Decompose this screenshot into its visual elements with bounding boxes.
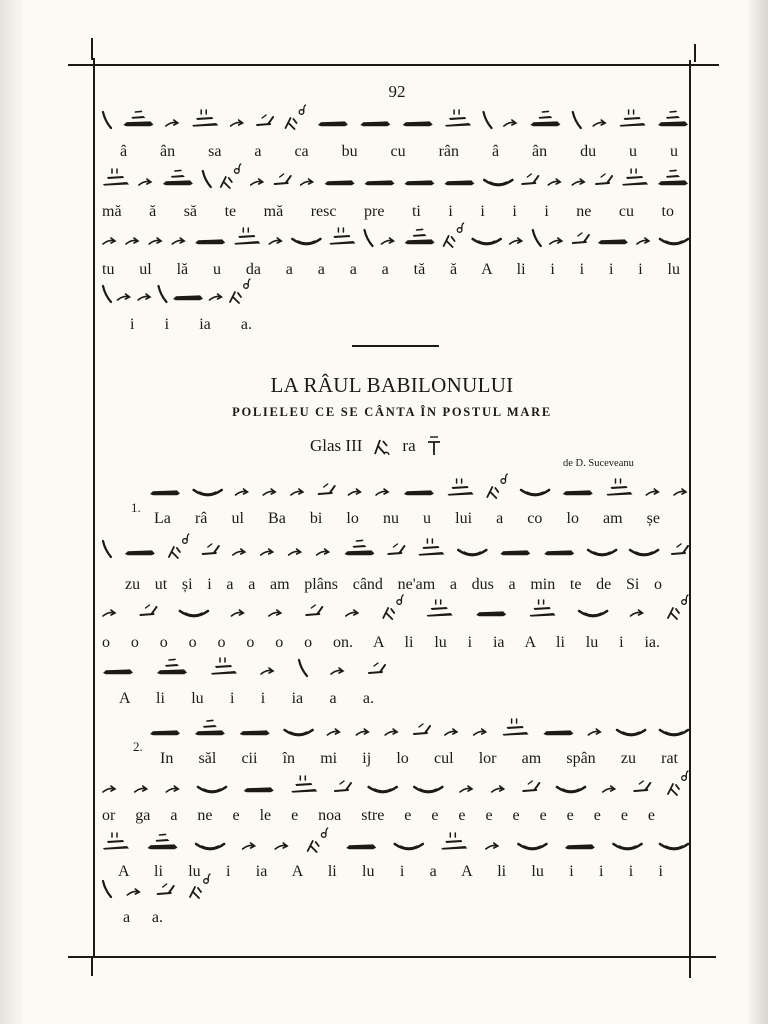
neume-mark <box>141 605 157 615</box>
neume-mark <box>331 668 343 674</box>
neume-mark <box>503 719 529 736</box>
neume-mark <box>603 786 615 792</box>
neume-mark <box>404 180 434 185</box>
lyric-line: a a. <box>123 909 163 926</box>
lyric-line: mă ă să te mă resc pre ti i i i i ne cu to <box>102 203 674 220</box>
neume-mark <box>572 179 584 185</box>
neume-mark <box>286 105 306 129</box>
neume-mark <box>231 610 243 616</box>
neume-mark <box>158 884 174 894</box>
neume-mark <box>598 239 628 244</box>
neume-mark <box>486 843 498 849</box>
neume-mark <box>382 238 394 244</box>
glas-label: Glas III <box>310 436 363 455</box>
neume-mark <box>631 610 643 616</box>
neume-mark <box>173 295 203 300</box>
frame-bottom-rule <box>68 956 716 958</box>
frame-left-tick-top <box>91 38 93 60</box>
neume-mark <box>163 170 193 185</box>
neume-mark <box>194 490 222 495</box>
neume-mark <box>291 489 303 495</box>
neume-mark <box>166 786 178 792</box>
neume-mark <box>135 786 147 792</box>
neume-mark <box>492 786 504 792</box>
neume-mark <box>292 239 320 244</box>
neume-mark <box>329 228 355 245</box>
neume-mark <box>530 111 560 126</box>
neume-mark <box>518 844 546 849</box>
neume-mark <box>593 120 605 126</box>
neume-mark <box>403 121 433 126</box>
frame-right-rule <box>689 60 691 958</box>
neume-mark <box>573 233 589 243</box>
neume-mark <box>445 110 471 127</box>
neume-row <box>150 719 688 736</box>
neume-mark <box>484 112 492 128</box>
neume-mark <box>646 489 658 495</box>
neume-mark <box>291 776 317 793</box>
neume-mark <box>523 781 539 791</box>
neume-mark <box>521 490 549 495</box>
neume-mark <box>251 179 263 185</box>
neume-mark <box>244 787 274 792</box>
neume-row <box>103 105 688 129</box>
neume-mark <box>289 549 301 555</box>
neume-mark <box>240 730 270 735</box>
neume-mark <box>166 120 178 126</box>
composer-credit: de D. Suceveanu <box>563 458 634 469</box>
neume-mark <box>275 843 287 849</box>
lyric-line: i i ia a. <box>130 316 252 333</box>
lyric-line: zu ut și i a a am plâns când ne'am a dus a min te de Si o <box>125 576 662 593</box>
neume-mark <box>634 781 650 791</box>
neume-mark <box>346 610 358 616</box>
neume-mark <box>565 844 595 849</box>
neume-mark <box>427 600 453 617</box>
frame-left-tick-bottom <box>91 958 93 976</box>
neume-mark <box>530 600 556 617</box>
neume-mark <box>668 771 688 795</box>
neume-mark <box>148 834 178 849</box>
neume-mark <box>103 238 115 244</box>
neume-mark <box>476 611 506 616</box>
glas-martyria-text: ra <box>402 436 416 455</box>
neume-mark <box>211 658 237 675</box>
neume-mark <box>261 668 273 674</box>
neume-mark <box>448 479 474 496</box>
neume-mark <box>103 669 133 674</box>
neume-mark <box>318 121 348 126</box>
neume-mark <box>301 179 313 185</box>
neume-mark <box>203 171 211 187</box>
neume-mark <box>674 489 686 495</box>
neume-mark <box>484 180 512 185</box>
neume-mark <box>169 534 189 558</box>
neume-mark <box>365 180 395 185</box>
neume-mark <box>139 179 151 185</box>
neume-mark <box>327 729 339 735</box>
hymn-title: LA RÂUL BABILONULUI <box>270 373 514 397</box>
neume-mark <box>150 490 180 495</box>
neume-mark <box>198 787 226 792</box>
neume-mark <box>504 120 516 126</box>
neume-mark <box>317 549 329 555</box>
verse-number: 1. <box>131 500 141 515</box>
neume-mark <box>257 115 273 125</box>
neume-mark <box>150 730 180 735</box>
lyric-line: o o o o o o o o on. A li lu i ia A li lu i ia. <box>102 634 660 651</box>
neume-mark <box>360 121 390 126</box>
neume-row <box>103 223 688 247</box>
neume-mark <box>230 279 250 303</box>
neume-row <box>103 534 688 558</box>
neume-mark <box>180 611 208 616</box>
neume-mark <box>395 844 423 849</box>
neume-mark <box>637 238 649 244</box>
page-number: 92 <box>388 82 406 101</box>
neume-mark <box>263 489 275 495</box>
neume-mark <box>544 550 574 555</box>
neume-mark <box>543 730 573 735</box>
martyria-icon <box>372 434 392 458</box>
neume-mark <box>533 230 541 246</box>
neume-mark <box>103 833 129 850</box>
neume-mark <box>172 238 184 244</box>
neume-mark <box>444 223 464 247</box>
neume-mark <box>125 550 155 555</box>
neume-mark <box>103 169 129 186</box>
neume-mark <box>617 730 645 735</box>
neume-mark <box>356 729 368 735</box>
neume-mark <box>103 610 115 616</box>
neume-mark <box>404 490 434 495</box>
neume-mark <box>579 611 607 616</box>
neume-mark <box>123 111 153 126</box>
neume-mark <box>672 544 688 554</box>
neume-mark <box>376 489 388 495</box>
neume-mark <box>127 889 139 895</box>
neume-mark <box>261 549 273 555</box>
neume-mark <box>126 238 138 244</box>
frame-right-tick-top <box>694 44 696 62</box>
neume-mark <box>285 730 313 735</box>
neume-mark <box>557 787 585 792</box>
neume-mark <box>159 286 167 302</box>
neume-row <box>103 658 385 676</box>
neume-row <box>103 771 688 795</box>
neume-mark <box>138 294 150 300</box>
neume-row <box>103 279 250 303</box>
neume-mark <box>548 179 560 185</box>
neume-mark <box>658 170 688 185</box>
neume-mark <box>563 490 593 495</box>
neume-mark <box>269 610 281 616</box>
neume-mark <box>203 544 219 554</box>
neume-mark <box>660 844 688 849</box>
hymn-subtitle: POLIELEU CE SE CÂNTA ÎN POSTUL MARE <box>232 405 552 419</box>
neume-mark <box>660 239 688 244</box>
neume-mark <box>308 828 328 852</box>
neume-mark <box>414 787 442 792</box>
lyric-line: or ga a ne e le e noa stre e e e e e e e e e e <box>102 807 655 824</box>
neume-mark <box>345 540 375 555</box>
neume-mark <box>157 659 187 674</box>
neume-mark <box>460 786 472 792</box>
neume-mark <box>607 479 633 496</box>
page-margin-shadow-right <box>748 0 768 1024</box>
frame-top-rule <box>68 64 719 66</box>
neume-mark <box>275 174 291 184</box>
neume-mark <box>388 544 404 554</box>
neume-mark <box>195 720 225 735</box>
neume-mark <box>231 120 243 126</box>
frame-right-tick-bottom <box>689 958 691 978</box>
neume-mark <box>614 844 642 849</box>
neume-mark <box>234 228 260 245</box>
neume-mark <box>385 729 397 735</box>
neume-mark <box>573 112 581 128</box>
neume-mark <box>444 180 474 185</box>
neume-mark <box>269 238 281 244</box>
neume-mark <box>405 229 435 244</box>
neume-mark <box>319 484 335 494</box>
neume-row <box>103 595 688 619</box>
glas-line <box>310 434 442 458</box>
neume-mark <box>383 595 403 619</box>
lyric-line: A li lu i ia A li lu i a A li lu i i i i <box>118 863 663 880</box>
neume-mark <box>588 550 616 555</box>
neume-mark <box>118 294 130 300</box>
neume-mark <box>622 169 648 186</box>
neume-mark <box>103 286 111 302</box>
verse-number: 2. <box>133 739 143 754</box>
neume-mark <box>196 844 224 849</box>
neume-mark <box>596 174 612 184</box>
lyric-line: A li lu i i ia a a. <box>119 690 374 707</box>
neume-mark <box>346 844 376 849</box>
neume-mark <box>195 239 225 244</box>
neume-mark <box>369 663 385 673</box>
neume-mark <box>414 724 430 734</box>
neume-mark <box>221 164 241 188</box>
neume-mark <box>658 111 688 126</box>
neume-mark <box>474 729 486 735</box>
neume-mark <box>348 489 360 495</box>
neume-mark <box>630 550 658 555</box>
lyric-line: In săl cii în mi ij lo cul lor am spân zu rat <box>160 750 678 767</box>
neume-mark <box>299 660 307 676</box>
fthora-icon <box>426 434 442 458</box>
neume-row <box>150 474 686 498</box>
neume-mark <box>236 489 248 495</box>
lyric-line: tu ul lă u da a a a a tă ă A li i i i i lu <box>102 261 680 278</box>
neume-mark <box>668 595 688 619</box>
neume-mark <box>306 605 322 615</box>
neume-mark <box>103 786 115 792</box>
page-margin-shadow-left <box>0 0 22 1024</box>
neume-mark <box>243 843 255 849</box>
neume-mark <box>210 294 222 300</box>
neume-mark <box>473 239 501 244</box>
section-divider <box>352 345 439 347</box>
neume-mark <box>335 781 351 791</box>
lyric-line: â ân sa a ca bu cu rân â ân du u u <box>120 143 678 160</box>
neume-mark <box>103 881 111 897</box>
neume-mark <box>325 180 355 185</box>
neume-mark <box>365 230 373 246</box>
neume-mark <box>487 474 507 498</box>
neume-mark <box>445 729 457 735</box>
neume-mark <box>522 174 538 184</box>
neume-mark <box>103 112 111 128</box>
neume-mark <box>510 238 522 244</box>
neume-mark <box>500 550 530 555</box>
neume-mark <box>620 110 646 127</box>
neume-row <box>103 164 688 188</box>
frame-left-rule <box>93 58 95 958</box>
neume-mark <box>369 787 397 792</box>
neume-mark <box>192 110 218 127</box>
neume-mark <box>458 550 486 555</box>
neume-mark <box>550 238 562 244</box>
lyric-line: La râ ul Ba bi lo nu u lui a co lo am șe <box>154 510 660 527</box>
neume-mark <box>660 730 688 735</box>
neume-mark <box>233 549 245 555</box>
neume-mark <box>588 729 600 735</box>
neume-mark <box>149 238 161 244</box>
neume-mark <box>441 833 467 850</box>
neume-row <box>103 828 688 852</box>
neume-mark <box>103 541 111 557</box>
neume-mark <box>418 539 444 556</box>
